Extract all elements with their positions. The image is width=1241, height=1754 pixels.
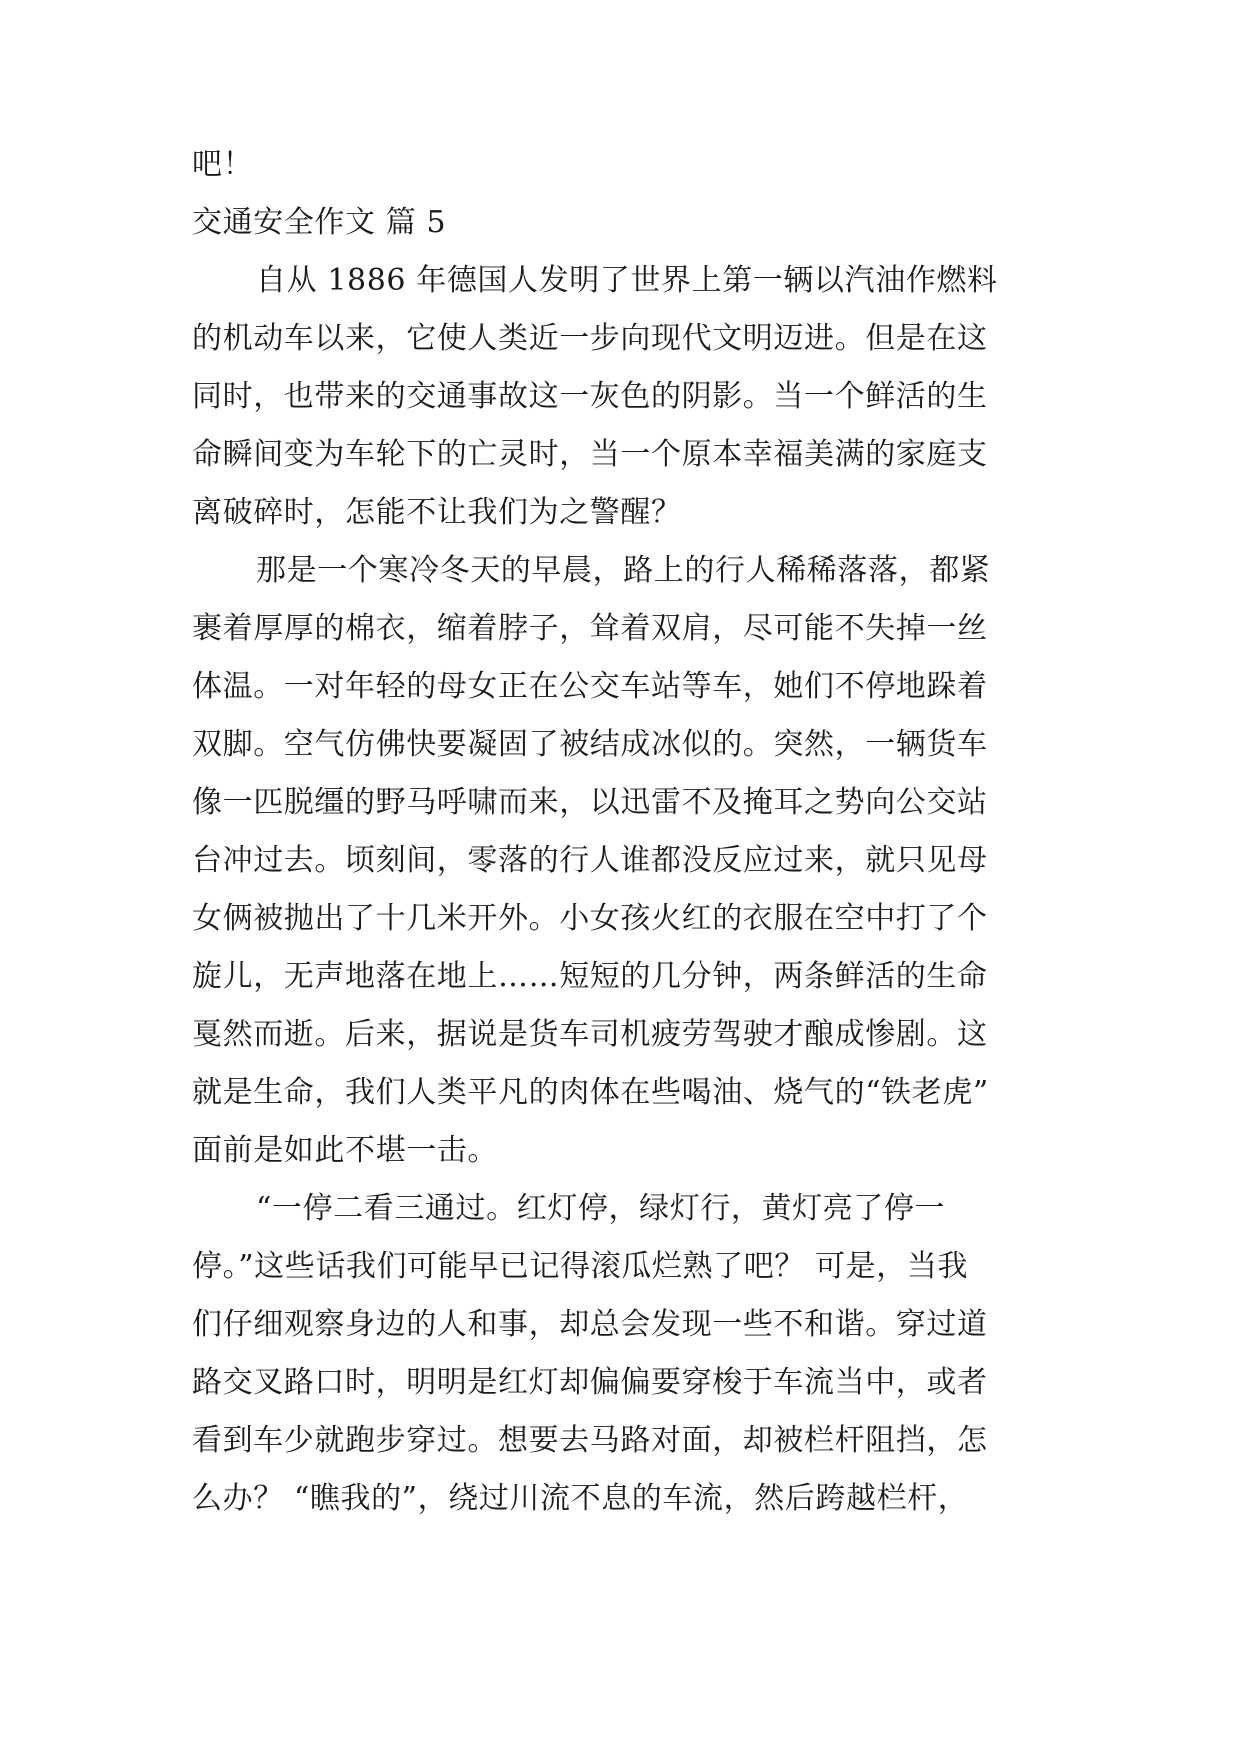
text-line: 双脚。空气仿佛快要凝固了被结成冰似的。突然，一辆货车: [192, 727, 988, 762]
text-line: 自从 1886 年德国人发明了世界上第一辆以汽油作燃料: [256, 263, 998, 298]
text-line: 旋儿，无声地落在地上……短短的几分钟，两条鲜活的生命: [192, 959, 988, 994]
text-line: 看到车少就跑步穿过。想要去马路对面，却被栏杆阻挡，怎: [192, 1423, 988, 1458]
essay-heading: 交通安全作文 篇 5: [192, 205, 447, 240]
text-line: 女俩被抛出了十几米开外。小女孩火红的衣服在空中打了个: [192, 901, 988, 936]
text-line: 停。”这些话我们可能早已记得滚瓜烂熟了吧？ 可是，当我: [192, 1249, 969, 1284]
text-line: 吧！: [192, 147, 254, 182]
text-line: “一停二看三通过。红灯停，绿灯行，黄灯亮了停一: [256, 1191, 946, 1226]
text-line: 台冲过去。顷刻间，零落的行人谁都没反应过来，就只见母: [192, 843, 988, 878]
text-line: 戛然而逝。后来，据说是货车司机疲劳驾驶才酿成惨剧。这: [192, 1017, 988, 1052]
text-line: 离破碎时，怎能不让我们为之警醒？: [192, 495, 682, 530]
text-line: 体温。一对年轻的母女正在公交车站等车，她们不停地跺着: [192, 669, 988, 704]
text-line: 同时，也带来的交通事故这一灰色的阴影。当一个鲜活的生: [192, 379, 988, 414]
text-line: 像一匹脱缰的野马呼啸而来，以迅雷不及掩耳之势向公交站: [192, 785, 988, 820]
text-line: 裹着厚厚的棉衣，缩着脖子，耸着双肩，尽可能不失掉一丝: [192, 611, 988, 646]
text-line: 那是一个寒冷冬天的早晨，路上的行人稀稀落落，都紧: [256, 553, 991, 588]
text-line: 的机动车以来，它使人类近一步向现代文明迈进。但是在这: [192, 321, 988, 356]
text-line: 路交叉路口时，明明是红灯却偏偏要穿梭于车流当中，或者: [192, 1365, 988, 1400]
text-line: 就是生命，我们人类平凡的肉体在些喝油、烧气的“铁老虎”: [192, 1075, 989, 1110]
text-line: 么办？ “瞧我的”，绕过川流不息的车流，然后跨越栏杆，: [192, 1481, 969, 1516]
text-line: 面前是如此不堪一击。: [192, 1133, 498, 1168]
text-line: 们仔细观察身边的人和事，却总会发现一些不和谐。穿过道: [192, 1307, 988, 1342]
text-line: 命瞬间变为车轮下的亡灵时，当一个原本幸福美满的家庭支: [192, 437, 988, 472]
